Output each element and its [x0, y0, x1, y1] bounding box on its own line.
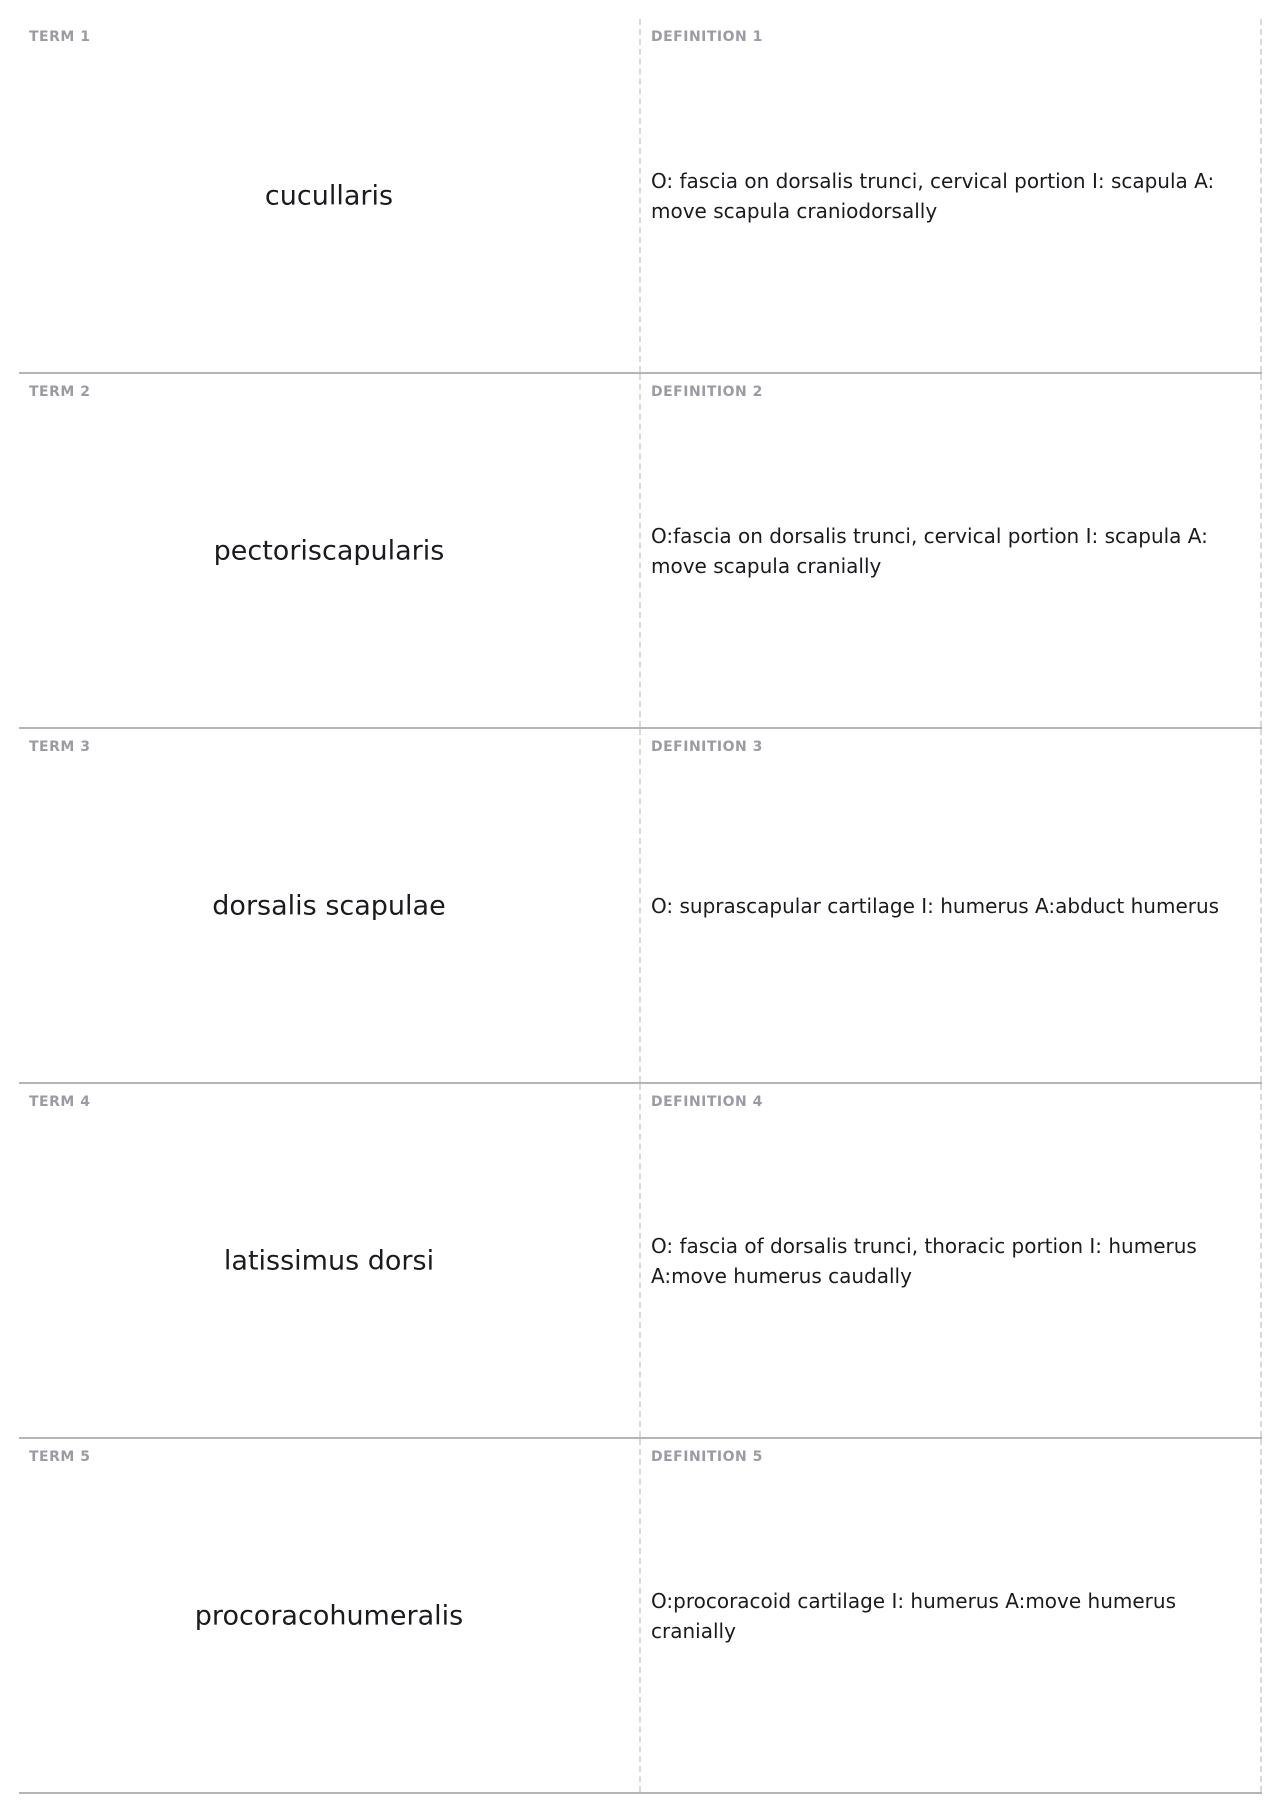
definition-label: DEFINITION 4	[651, 1094, 763, 1110]
definition-cell	[641, 729, 1262, 1082]
term-cell	[19, 1439, 641, 1792]
definition-text: O:fascia on dorsalis trunci, cervical portion I: scapula A: move scapula cranially	[651, 523, 1208, 578]
definition-text: O: fascia of dorsalis trunci, thoracic portion I: humerus A:move humerus caudally	[651, 1233, 1197, 1288]
term-label: TERM 4	[29, 1094, 91, 1110]
term-cell	[19, 729, 641, 1082]
flashcard-row	[19, 374, 1262, 729]
flashcard-row	[19, 1439, 1262, 1794]
flashcard-row	[19, 729, 1262, 1084]
definition-cell	[641, 19, 1262, 372]
term-text: pectoriscapularis	[213, 535, 445, 566]
term-text: cucullaris	[264, 180, 394, 211]
term-cell	[19, 1084, 641, 1437]
term-text: dorsalis scapulae	[212, 890, 446, 921]
definition-text: O:procoracoid cartilage I: humerus A:move humerus cranially	[651, 1588, 1176, 1643]
term-label: TERM 5	[29, 1449, 91, 1465]
term-label: TERM 2	[29, 384, 91, 400]
term-label: TERM 3	[29, 739, 91, 755]
definition-label: DEFINITION 2	[651, 384, 763, 400]
definition-text: O: suprascapular cartilage I: humerus A:abduct humerus	[651, 893, 1220, 918]
flashcard-sheet	[19, 19, 1262, 1794]
definition-label: DEFINITION 1	[651, 29, 763, 45]
term-text: procoracohumeralis	[194, 1600, 464, 1631]
definition-cell	[641, 1439, 1262, 1792]
definition-cell	[641, 374, 1262, 727]
definition-label: DEFINITION 3	[651, 739, 763, 755]
definition-text: O: fascia on dorsalis trunci, cervical portion I: scapula A: move scapula craniodorsally	[651, 168, 1215, 223]
term-cell	[19, 374, 641, 727]
term-text: latissimus dorsi	[223, 1245, 435, 1276]
term-cell	[19, 19, 641, 372]
flashcard-row	[19, 19, 1262, 374]
definition-label: DEFINITION 5	[651, 1449, 763, 1465]
flashcard-row	[19, 1084, 1262, 1439]
definition-cell	[641, 1084, 1262, 1437]
term-label: TERM 1	[29, 29, 91, 45]
